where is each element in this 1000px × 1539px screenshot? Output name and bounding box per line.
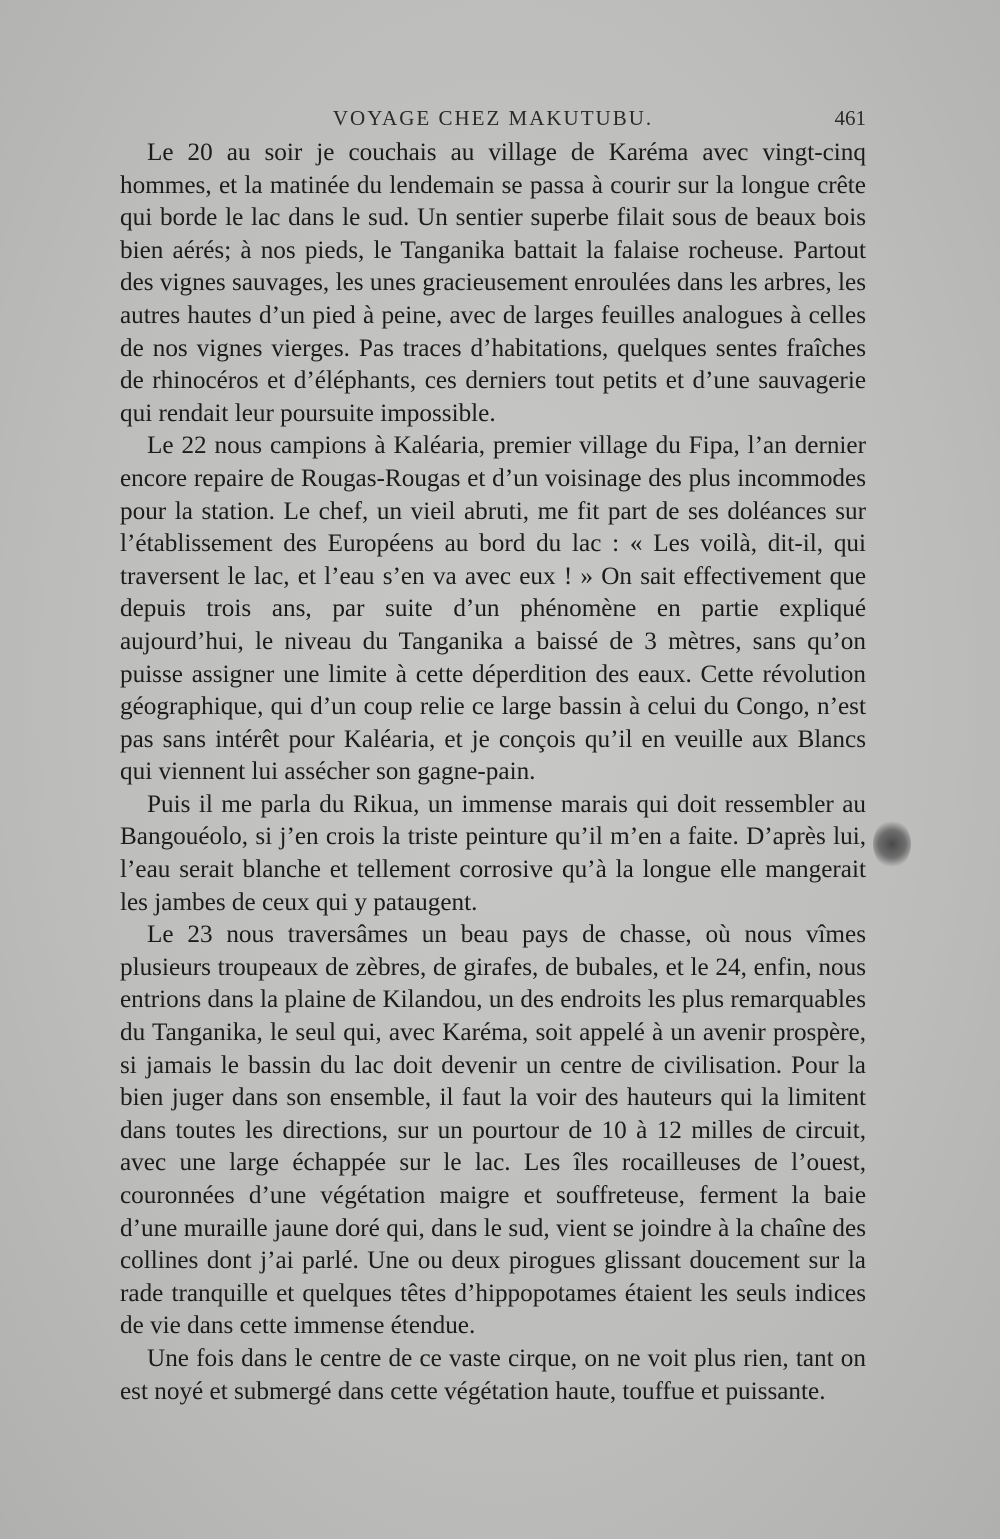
ink-smudge <box>873 820 911 868</box>
running-title: VOYAGE CHEZ MAKUTUBU. <box>332 106 654 130</box>
page-number: 461 <box>834 106 866 130</box>
paragraph: Le 22 nous campions à Kaléaria, premier village du Fipa, l’an dernier encore repaire de Rougas-Rougas et d’un voisinage des plus incommodes pour la station. Le chef, un vieil abruti, me fit part de ses doléances sur l’établissement des Européens au bord du lac : « Les voilà, dit-il, qui traversent le lac, et l’eau s’en va avec eux ! » On sait effectivement que depuis trois ans, par suite d’un phénomène en partie expliqué aujourd’hui, le niveau du Tanganika a baissé de 3 mètres, sans qu’on puisse assigner une limite à cette déperdition des eaux. Cette révolution géographique, qui d’un coup relie ce large bassin à celui du Congo, n’est pas sans intérêt pour Kaléaria, et je conçois qu’il en veuille aux Blancs qui viennent lui assécher son gagne-pain. <box>120 432 866 786</box>
paragraph: Une fois dans le centre de ce vaste cirque, on ne voit plus rien, tant on est noyé et submergé dans cette végétation haute, touffue et puissante. <box>120 1344 866 1405</box>
paragraph: Puis il me parla du Rikua, un immense marais qui doit ressembler au Bangouéolo, si j’en crois la triste peinture qu’il m’en a faite. D’après lui, l’eau serait blanche et tellement corrosive qu’à la longue elle mangerait les jambes de ceux qui y pataugent. <box>120 790 866 916</box>
page-header <box>120 106 866 136</box>
body-text <box>120 137 866 1408</box>
paragraph: Le 23 nous traversâmes un beau pays de chasse, où nous vîmes plusieurs troupeaux de zèbres, de girafes, de bubales, et le 24, enfin, nous entrions dans la plaine de Kilandou, un des endroits les plus remarquables du Tanganika, le seul qui, avec Karéma, soit appelé à un avenir prospère, si jamais le bassin du lac doit devenir un centre de civilisation. Pour la bien juger dans son ensemble, il faut la voir des hauteurs qui la limitent dans toutes les directions, sur un pourtour de 10 à 12 milles de circuit, avec une large échappée sur le lac. Les îles rocailleuses de l’ouest, couronnées d’une végétation maigre et souffreteuse, ferment la baie d’une muraille jaune doré qui, dans le sud, vient se joindre à la chaîne des collines dont j’ai parlé. Une ou deux pirogues glissant doucement sur la rade tranquille et quelques têtes d’hippopotames étaient les seuls indices de vie dans cette immense étendue. <box>120 921 866 1340</box>
paragraph: Le 20 au soir je couchais au village de Karéma avec vingt-cinq hommes, et la matinée du lendemain se passa à courir sur la longue crête qui borde le lac dans le sud. Un sentier superbe filait sous de beaux bois bien aérés; à nos pieds, le Tanganika battait la falaise rocheuse. Partout des vignes sauvages, les unes gracieusement enroulées dans les arbres, les autres hautes d’un pied à peine, avec de larges feuilles analogues à celles de nos vignes vierges. Pas traces d’habitations, quelques sentes fraîches de rhinocéros et d’éléphants, ces derniers tout petits et d’une sauvagerie qui rendait leur poursuite impossible. <box>120 139 866 427</box>
